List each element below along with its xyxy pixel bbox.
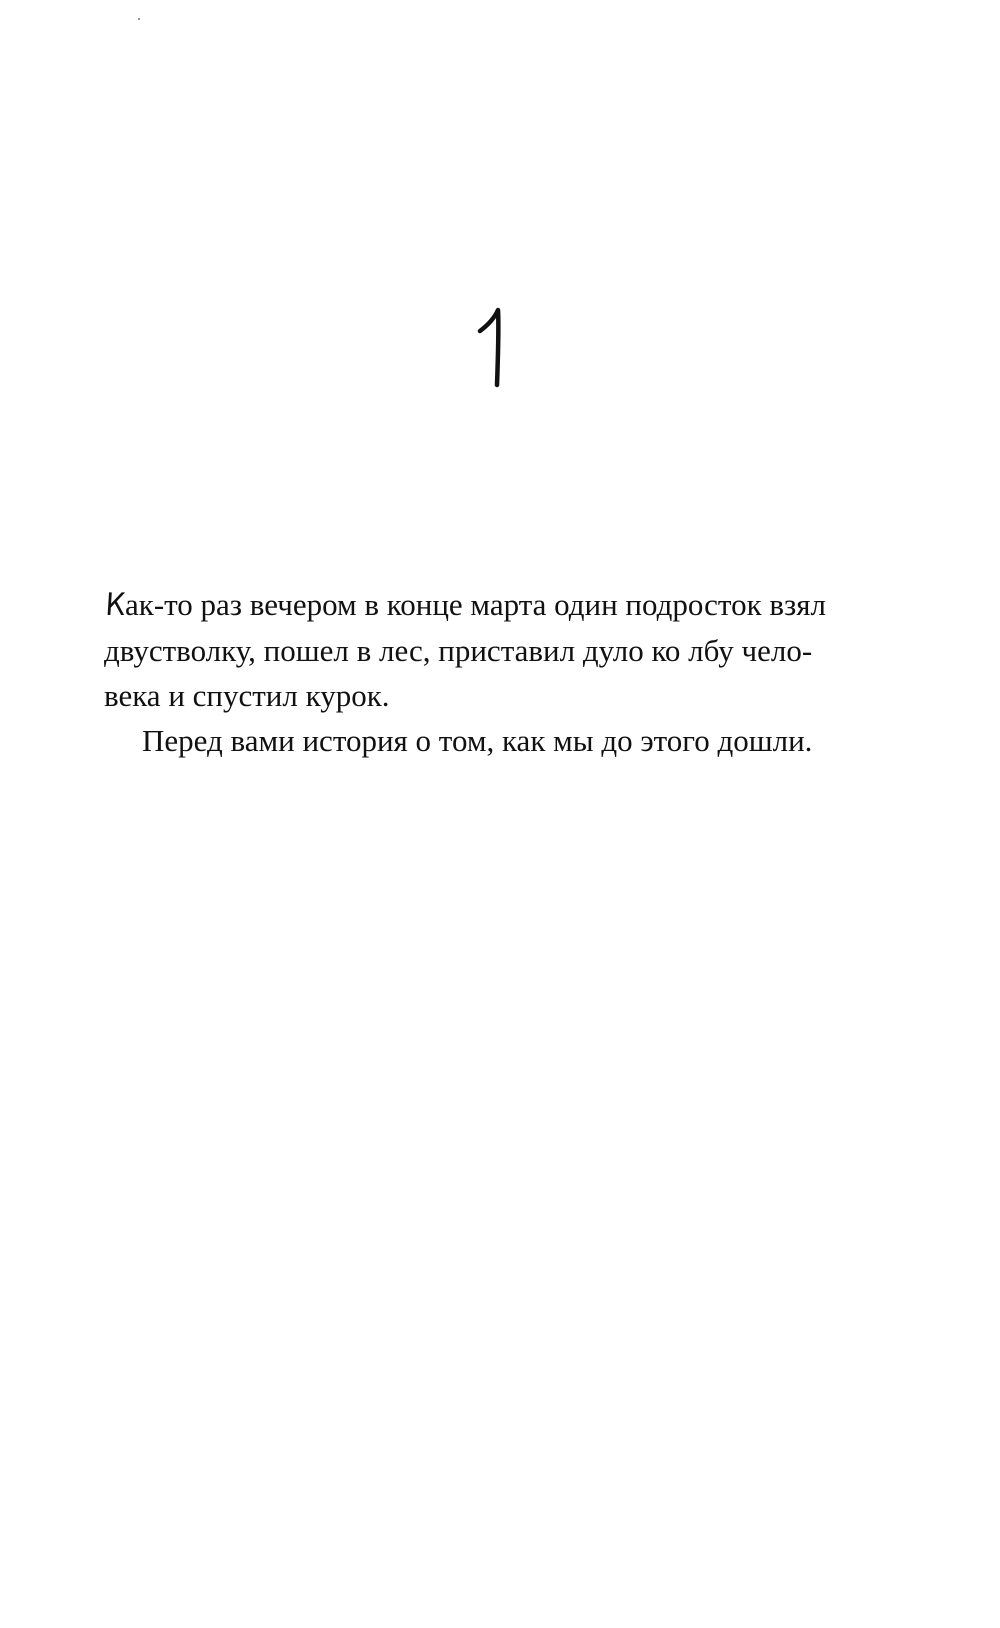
scan-speck: [138, 18, 140, 20]
paragraph-2-line-1: Перед вами история о том, как мы до этого дошли.: [142, 723, 813, 758]
chapter-number-handwritten-one: [466, 305, 522, 391]
paragraph-1-line-1-text: ак-то раз вечером в конце марта один подросток взял: [125, 587, 826, 622]
paragraph-1: [104, 582, 904, 718]
chapter-body: [104, 582, 904, 763]
paragraph-1-line-2: двустволку, пошел в лес, приставил дуло ко лбу чело-: [104, 633, 813, 668]
chapter-number: [466, 305, 522, 391]
paragraph-2: [104, 718, 904, 763]
paragraph-1-line-3: века и спустил курок.: [104, 678, 390, 713]
dropcap-letter: К: [104, 587, 126, 623]
paragraph-1-line-1: [104, 582, 904, 628]
chapter-number-text: [466, 391, 467, 392]
